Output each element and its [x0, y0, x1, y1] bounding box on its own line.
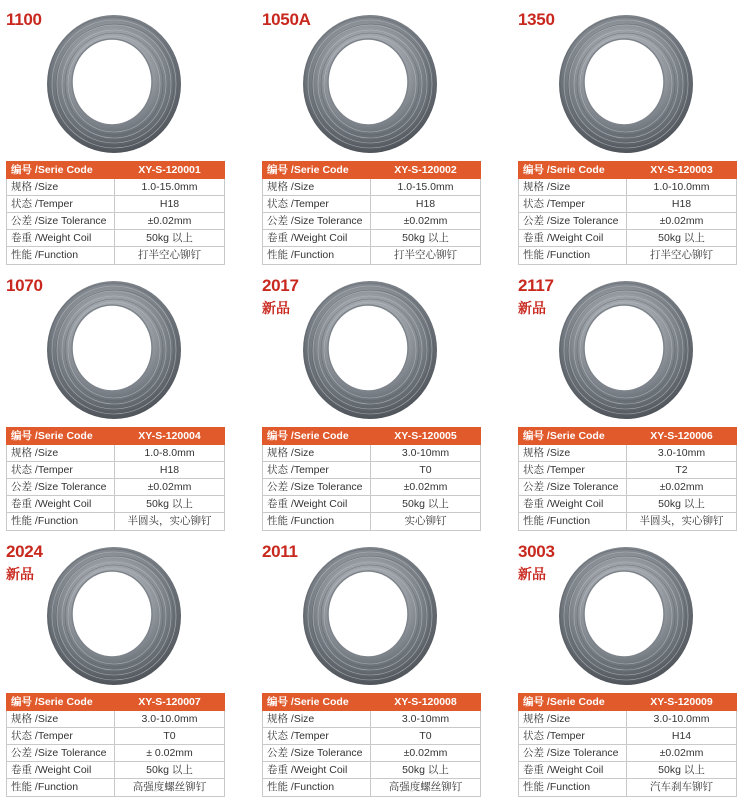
tolerance-value: ±0.02mm: [627, 479, 737, 496]
spec-row-code: [263, 694, 481, 711]
spec-label: 状态 /Temper: [263, 462, 371, 479]
function-value: 打半空心铆钉: [627, 247, 737, 264]
weight-value: 50kg 以上: [371, 496, 481, 513]
spec-row-weight: [263, 762, 481, 779]
spec-row-tolerance: [519, 213, 737, 230]
spec-label: 规格 /Size: [263, 711, 371, 728]
alloy-grade: 2017: [262, 276, 299, 295]
spec-label: 编号 /Serie Code: [7, 162, 115, 179]
wire-coil-image: [556, 12, 696, 157]
function-value: 打半空心铆钉: [115, 247, 225, 264]
spec-label: 性能 /Function: [519, 247, 627, 264]
function-value: 汽车刹车铆钉: [627, 779, 737, 796]
spec-label: 规格 /Size: [519, 179, 627, 196]
spec-row-code: [263, 428, 481, 445]
spec-label: 性能 /Function: [263, 513, 371, 530]
temper-value: T0: [371, 728, 481, 745]
size-value: 3.0-10mm: [371, 711, 481, 728]
weight-value: 50kg 以上: [115, 496, 225, 513]
serie-code-value: XY-S-120006: [627, 428, 737, 445]
weight-value: 50kg 以上: [371, 762, 481, 779]
weight-value: 50kg 以上: [115, 762, 225, 779]
spec-row-code: [263, 162, 481, 179]
temper-value: H18: [627, 196, 737, 213]
spec-label: 状态 /Temper: [519, 196, 627, 213]
size-value: 3.0-10.0mm: [627, 711, 737, 728]
spec-label: 公差 /Size Tolerance: [263, 745, 371, 762]
spec-row-function: [263, 779, 481, 796]
spec-table: [262, 693, 481, 797]
spec-label: 状态 /Temper: [263, 728, 371, 745]
spec-row-weight: [7, 496, 225, 513]
function-value: 半圆头，实心铆钉: [627, 513, 737, 530]
new-product-badge: 新品: [6, 567, 34, 583]
spec-row-tolerance: [263, 213, 481, 230]
serie-code-value: XY-S-120002: [371, 162, 481, 179]
weight-value: 50kg 以上: [115, 230, 225, 247]
spec-label: 状态 /Temper: [7, 728, 115, 745]
spec-row-size: [519, 179, 737, 196]
spec-label: 性能 /Function: [7, 779, 115, 796]
spec-label: 性能 /Function: [519, 513, 627, 530]
spec-label: 编号 /Serie Code: [7, 428, 115, 445]
alloy-grade: 2024: [6, 542, 43, 561]
wire-coil-image: [556, 278, 696, 423]
size-value: 1.0-10.0mm: [627, 179, 737, 196]
spec-table: [262, 161, 481, 265]
spec-label: 公差 /Size Tolerance: [7, 479, 115, 496]
temper-value: H14: [627, 728, 737, 745]
spec-table: [518, 161, 737, 265]
spec-row-temper: [263, 196, 481, 213]
spec-label: 公差 /Size Tolerance: [263, 479, 371, 496]
alloy-grade: 2011: [262, 542, 298, 561]
spec-row-function: [519, 247, 737, 264]
spec-label: 性能 /Function: [263, 247, 371, 264]
spec-row-weight: [519, 230, 737, 247]
function-value: 打半空心铆钉: [371, 247, 481, 264]
spec-row-size: [519, 445, 737, 462]
spec-row-function: [519, 513, 737, 530]
spec-label: 卷重 /Weight Coil: [7, 230, 115, 247]
spec-row-size: [263, 711, 481, 728]
wire-coil-image: [44, 278, 184, 423]
spec-label: 性能 /Function: [7, 247, 115, 264]
weight-value: 50kg 以上: [627, 762, 737, 779]
new-product-badge: 新品: [518, 567, 546, 583]
tolerance-value: ±0.02mm: [371, 479, 481, 496]
tolerance-value: ±0.02mm: [115, 213, 225, 230]
spec-row-size: [7, 445, 225, 462]
serie-code-value: XY-S-120007: [115, 694, 225, 711]
spec-row-function: [7, 779, 225, 796]
spec-label: 编号 /Serie Code: [263, 162, 371, 179]
spec-row-weight: [263, 496, 481, 513]
spec-row-weight: [519, 496, 737, 513]
spec-row-tolerance: [263, 479, 481, 496]
alloy-grade: 2117: [518, 276, 554, 295]
spec-label: 编号 /Serie Code: [519, 162, 627, 179]
spec-label: 状态 /Temper: [519, 462, 627, 479]
spec-row-function: [7, 513, 225, 530]
weight-value: 50kg 以上: [627, 496, 737, 513]
spec-label: 状态 /Temper: [519, 728, 627, 745]
spec-row-temper: [263, 728, 481, 745]
spec-row-tolerance: [519, 745, 737, 762]
spec-label: 公差 /Size Tolerance: [7, 745, 115, 762]
spec-row-function: [7, 247, 225, 264]
spec-label: 规格 /Size: [519, 445, 627, 462]
spec-table: [6, 427, 225, 531]
spec-label: 卷重 /Weight Coil: [263, 230, 371, 247]
new-product-badge: 新品: [262, 301, 290, 317]
wire-coil-image: [44, 544, 184, 689]
spec-row-weight: [263, 230, 481, 247]
function-value: 高强度螺丝铆钉: [371, 779, 481, 796]
serie-code-value: XY-S-120003: [627, 162, 737, 179]
spec-row-temper: [519, 462, 737, 479]
spec-row-temper: [519, 728, 737, 745]
spec-label: 公差 /Size Tolerance: [7, 213, 115, 230]
weight-value: 50kg 以上: [371, 230, 481, 247]
spec-label: 规格 /Size: [263, 179, 371, 196]
spec-row-size: [519, 711, 737, 728]
spec-label: 编号 /Serie Code: [519, 428, 627, 445]
spec-row-function: [519, 779, 737, 796]
spec-row-weight: [7, 230, 225, 247]
temper-value: T0: [115, 728, 225, 745]
spec-label: 编号 /Serie Code: [263, 428, 371, 445]
spec-label: 规格 /Size: [519, 711, 627, 728]
function-value: 高强度螺丝铆钉: [115, 779, 225, 796]
spec-row-weight: [7, 762, 225, 779]
spec-label: 规格 /Size: [263, 445, 371, 462]
spec-row-code: [519, 428, 737, 445]
spec-label: 公差 /Size Tolerance: [519, 745, 627, 762]
wire-coil-image: [44, 12, 184, 157]
spec-label: 规格 /Size: [7, 179, 115, 196]
spec-row-size: [263, 179, 481, 196]
spec-label: 编号 /Serie Code: [7, 694, 115, 711]
new-product-badge: 新品: [518, 301, 546, 317]
function-value: 实心铆钉: [371, 513, 481, 530]
spec-label: 卷重 /Weight Coil: [7, 762, 115, 779]
weight-value: 50kg 以上: [627, 230, 737, 247]
serie-code-value: XY-S-120008: [371, 694, 481, 711]
spec-label: 卷重 /Weight Coil: [263, 496, 371, 513]
spec-row-size: [7, 711, 225, 728]
size-value: 1.0-8.0mm: [115, 445, 225, 462]
size-value: 3.0-10mm: [371, 445, 481, 462]
spec-row-function: [263, 247, 481, 264]
temper-value: H18: [115, 196, 225, 213]
wire-coil-image: [300, 12, 440, 157]
spec-label: 卷重 /Weight Coil: [519, 496, 627, 513]
serie-code-value: XY-S-120009: [627, 694, 737, 711]
spec-row-code: [519, 162, 737, 179]
temper-value: T0: [371, 462, 481, 479]
alloy-grade: 1070: [6, 276, 43, 295]
spec-label: 性能 /Function: [263, 779, 371, 796]
spec-label: 卷重 /Weight Coil: [263, 762, 371, 779]
spec-row-temper: [7, 728, 225, 745]
wire-coil-image: [300, 544, 440, 689]
spec-label: 公差 /Size Tolerance: [519, 213, 627, 230]
alloy-grade: 1100: [6, 10, 42, 29]
serie-code-value: XY-S-120001: [115, 162, 225, 179]
spec-row-size: [263, 445, 481, 462]
tolerance-value: ±0.02mm: [115, 479, 225, 496]
tolerance-value: ±0.02mm: [371, 745, 481, 762]
temper-value: T2: [627, 462, 737, 479]
temper-value: H18: [115, 462, 225, 479]
wire-coil-image: [300, 278, 440, 423]
spec-row-size: [7, 179, 225, 196]
tolerance-value: ±0.02mm: [371, 213, 481, 230]
spec-label: 状态 /Temper: [7, 196, 115, 213]
spec-row-tolerance: [263, 745, 481, 762]
spec-label: 编号 /Serie Code: [519, 694, 627, 711]
spec-label: 卷重 /Weight Coil: [7, 496, 115, 513]
spec-label: 性能 /Function: [519, 779, 627, 796]
alloy-grade: 3003: [518, 542, 555, 561]
size-value: 3.0-10.0mm: [115, 711, 225, 728]
spec-row-temper: [519, 196, 737, 213]
wire-coil-image: [556, 544, 696, 689]
size-value: 1.0-15.0mm: [115, 179, 225, 196]
spec-label: 规格 /Size: [7, 445, 115, 462]
temper-value: H18: [371, 196, 481, 213]
spec-row-tolerance: [7, 213, 225, 230]
spec-label: 状态 /Temper: [263, 196, 371, 213]
serie-code-value: XY-S-120005: [371, 428, 481, 445]
spec-row-code: [7, 428, 225, 445]
tolerance-value: ±0.02mm: [627, 213, 737, 230]
spec-row-code: [519, 694, 737, 711]
spec-table: [518, 427, 737, 531]
spec-row-code: [7, 694, 225, 711]
tolerance-value: ±0.02mm: [627, 745, 737, 762]
alloy-grade: 1050A: [262, 10, 311, 29]
spec-label: 状态 /Temper: [7, 462, 115, 479]
spec-row-function: [263, 513, 481, 530]
spec-row-temper: [7, 196, 225, 213]
spec-row-tolerance: [519, 479, 737, 496]
spec-table: [6, 161, 225, 265]
spec-row-temper: [7, 462, 225, 479]
alloy-grade: 1350: [518, 10, 555, 29]
spec-row-weight: [519, 762, 737, 779]
spec-label: 规格 /Size: [7, 711, 115, 728]
spec-label: 编号 /Serie Code: [263, 694, 371, 711]
spec-label: 公差 /Size Tolerance: [519, 479, 627, 496]
spec-label: 性能 /Function: [7, 513, 115, 530]
spec-table: [518, 693, 737, 797]
spec-row-tolerance: [7, 479, 225, 496]
spec-row-tolerance: [7, 745, 225, 762]
spec-table: [6, 693, 225, 797]
spec-label: 公差 /Size Tolerance: [263, 213, 371, 230]
size-value: 1.0-15.0mm: [371, 179, 481, 196]
size-value: 3.0-10mm: [627, 445, 737, 462]
serie-code-value: XY-S-120004: [115, 428, 225, 445]
spec-table: [262, 427, 481, 531]
spec-row-code: [7, 162, 225, 179]
spec-label: 卷重 /Weight Coil: [519, 762, 627, 779]
function-value: 半圆头，实心铆钉: [115, 513, 225, 530]
spec-label: 卷重 /Weight Coil: [519, 230, 627, 247]
tolerance-value: ± 0.02mm: [115, 745, 225, 762]
spec-row-temper: [263, 462, 481, 479]
